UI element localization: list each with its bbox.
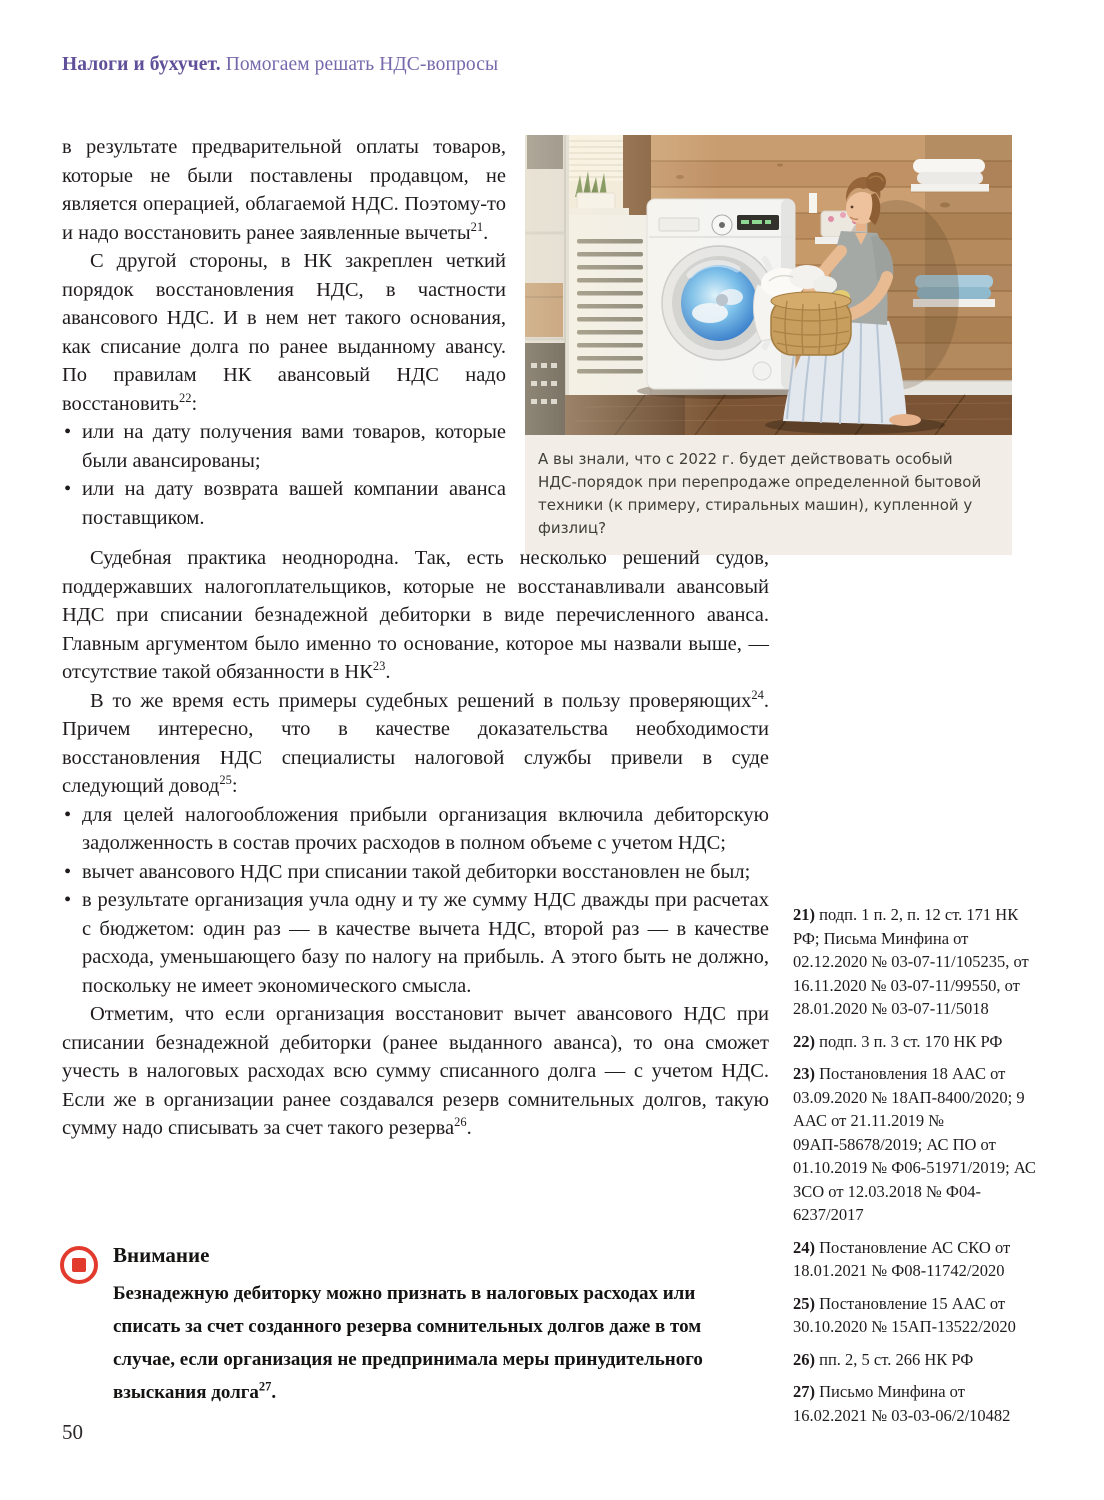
paragraph: Отметим, что если организация восстановит вычет авансового НДС при списании безнадежной дебиторки (ранее выданного аванса), то она сможет учесть в налоговых расходах всю сумму списанного долга — с учетом НДС. Если же в организации ранее создавался резерв сомнительных долгов, такую сумму надо списывать за счет такого резерва$^{26}$.	[62, 1003, 769, 1139]
magazine-brand: Налоги и бухучет.	[62, 54, 221, 75]
footnote-text: Письмо Минфина от 16.02.2021 № 03-03-06/2/10482	[793, 1382, 1011, 1425]
article-left-column	[62, 133, 506, 532]
paragraph: В то же время есть примеры судебных решений в пользу проверяющих$^{24}$. Причем интересно, что в качестве доказательства необходимости восстановления НДС специалисты налоговой службы привели в суде следующий довод$^{25}$:	[62, 687, 769, 797]
footnote-number: 24)	[793, 1237, 815, 1257]
attention-content	[113, 1243, 753, 1409]
photo-caption: А вы знали, что с 2022 г. будет действовать особый НДС-порядок при перепродаже определенной бытовой техники (к примеру, стиральных машин), купленной у физлиц?	[525, 435, 1012, 555]
footnote-number: 21)	[793, 905, 815, 924]
attention-text: Безнадежную дебиторку можно признать в налоговых расходах или списать за счет созданного резерва сомнительных долгов даже в том случае, если организация не предпринимала меры принудительного взыскания долга$^{27}$.	[113, 1283, 703, 1403]
list-item: • вычет авансового НДС при списании такой дебиторки восстановлен не был;	[62, 858, 769, 887]
footnote-text: Постановление АС СКО от 18.01.2021 № Ф08-11742/2020	[793, 1237, 1011, 1280]
page-header	[62, 54, 498, 76]
footnote-24	[793, 1236, 1043, 1283]
footnote-number: 23)	[793, 1064, 815, 1083]
list-item: • или на дату возврата вашей компании аванса поставщиком.	[62, 475, 506, 532]
paragraph: в результате предварительной оплаты товаров, которые не были поставлены продавцом, не является операцией, облагаемой НДС. Поэтому-то и надо восстановить ранее заявленные вычеты$^{21}$.	[62, 136, 506, 244]
page-number: 50	[62, 1420, 83, 1444]
footnote-22	[793, 1030, 1043, 1054]
footnote-text: подп. 3 п. 3 ст. 170 НК РФ	[815, 1031, 1003, 1051]
footnote-text: Постановление 15 ААС от 30.10.2020 № 15АП-13522/2020	[793, 1293, 1016, 1336]
footnote-text: пп. 2, 5 ст. 266 НК РФ	[815, 1349, 974, 1369]
footnote-number: 26)	[793, 1349, 815, 1369]
attention-stop-icon-square	[72, 1258, 86, 1272]
footnote-text: Постановления 18 ААС от 03.09.2020 № 18АП-8400/2020; 9 ААС от 21.11.2019 № 09АП-58678/2019; АС ПО от 01.10.2019 № Ф06-51971/2019; АС ЗСО от 12.03.2018 № Ф04-6237/2017	[793, 1064, 1036, 1224]
footnote-26	[793, 1348, 1043, 1372]
list-item: • в результате организация учла одну и ту же сумму НДС дважды при расчетах с бюджетом: один раз — в качестве вычета НДС, второй раз — в качестве расхода, уменьшающего базу по налогу на прибыль. А этого быть не должно, поскольку не имеет экономического смысла.	[62, 886, 769, 1000]
footnote-27	[793, 1380, 1043, 1427]
laundry-scene-illustration	[525, 135, 1012, 435]
sunlight-overlay	[525, 135, 1012, 435]
footnote-23	[793, 1062, 1043, 1227]
footnote-number: 27)	[793, 1382, 815, 1401]
list-item: • или на дату получения вами товаров, которые были авансированы;	[62, 418, 506, 475]
attention-title: Внимание	[113, 1243, 210, 1267]
footnote-21	[793, 903, 1043, 1021]
section-tagline: Помогаем решать НДС-вопросы	[220, 54, 499, 75]
footnote-number: 22)	[793, 1031, 815, 1051]
article-wide-column	[62, 544, 769, 1143]
paragraph: Судебная практика неоднородна. Так, есть несколько решений судов, поддержавших налогоплательщиков, которые не восстанавливали авансовый НДС при списании безнадежной дебиторки в виде перечисленного аванса. Главным аргументом было именно то основание, которое мы назвали выше, — отсутствие такой обязанности в НК$^{23}$.	[62, 547, 769, 683]
attention-callout	[60, 1243, 772, 1409]
footnote-number: 25)	[793, 1293, 815, 1313]
list-item: • для целей налогообложения прибыли организация включила дебиторскую задолженность в состав прочих расходов в полном объеме с учетом НДС;	[62, 801, 769, 858]
footnotes-column	[793, 903, 1043, 1436]
attention-stop-icon	[60, 1246, 98, 1284]
footnote-25	[793, 1292, 1043, 1339]
footnote-text: подп. 1 п. 2, п. 12 ст. 171 НК РФ; Письма Минфина от 02.12.2020 № 03-07-11/105235, от 16.11.2020 № 03-07-11/99550, от 28.01.2020 № 03-07-11/5018	[793, 905, 1029, 1018]
paragraph: С другой стороны, в НК закреплен четкий порядок восстановления НДС, в частности авансового НДС. И в нем нет такого основания, как списание долга по ранее выданному авансу. По правилам НК авансовый НДС надо восстановить$^{22}$:	[62, 250, 506, 415]
laundry-room-photo	[525, 135, 1012, 435]
